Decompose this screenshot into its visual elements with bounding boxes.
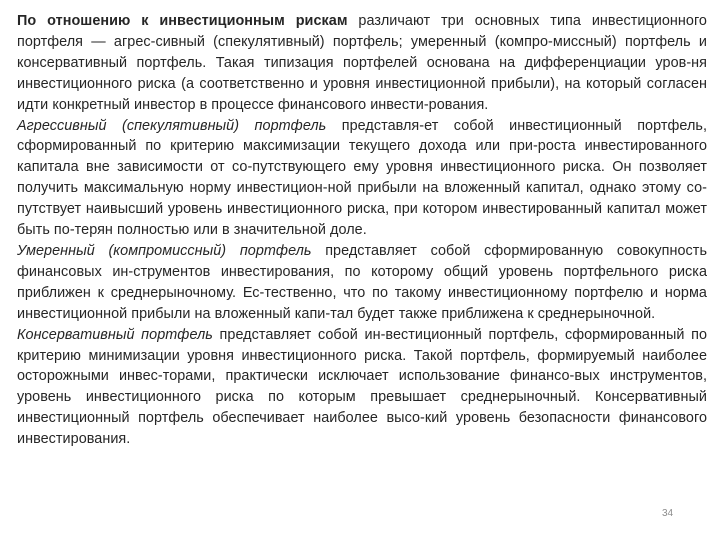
paragraph-risk-types bbox=[17, 11, 707, 116]
paragraph-text-moderate: представляет собой сформированную совокупность финансовых ин-струментов инвестирования, по которому общий уровень портфельного риска приближен к среднерыночному. Ес-тественно, что по такому инвестиционному портфелю и норма инвестиционной прибыли на вложенный капи-тал будет также приближена к среднерыночной. bbox=[17, 242, 707, 322]
paragraph-lead-aggressive: Агрессивный (спекулятивный) портфель bbox=[17, 117, 327, 134]
paragraph-lead-moderate: Умеренный (компромиссный) портфель bbox=[17, 242, 312, 259]
page-number: 34 bbox=[662, 508, 674, 519]
paragraph-moderate-portfolio bbox=[17, 241, 707, 325]
paragraph-text-conservative: представляет собой ин-вестиционный портфель, сформированный по критерию минимизации уровня инвестиционного риска. Такой портфель, формируемый наиболее осторожными инвес-торами, практически исключает использование финансо-вых инструментов, уровень инвестиционного риска по которым превышает среднерыночный. Консервативный инвестиционный портфель обеспечивает наиболее высо-кий уровень безопасности финансового инвестирования. bbox=[17, 326, 707, 448]
paragraph-text-aggressive: представля-ет собой инвестиционный портфель, сформированный по критерию максимизации текущего дохода или при-роста инвестированного капитала вне зависимости от со-путствующего ему уровня инвестиционного риска. Он позволяет получить максимальную норму инвестицион-ной прибыли на вложенный капитал, однако этому со-путствует наивысший уровень инвестиционного риска, при котором инвестированный капитал может быть по-терян полностью или в значительной доле. bbox=[17, 117, 707, 239]
paragraph-aggressive-portfolio bbox=[17, 116, 707, 241]
paragraph-lead-risk-types: По отношению к инвестиционным рискам bbox=[17, 13, 348, 29]
paragraph-text-risk-types: различают три основных типа инвестиционного портфеля — агрес-сивный (спекулятивный) портфель; умеренный (компро-миссный) портфель и консервативный портфель. Такая типизация портфелей основана на дифференциации уров-ня инвестиционного риска (а соответственно и уровня инвестиционной прибыли), на который согласен идти конкретный инвестор в процессе финансового инвести-рования. bbox=[17, 13, 707, 113]
slide-body-text bbox=[17, 11, 707, 450]
paragraph-conservative-portfolio bbox=[17, 325, 707, 450]
paragraph-lead-conservative: Консервативный портфель bbox=[17, 326, 213, 343]
